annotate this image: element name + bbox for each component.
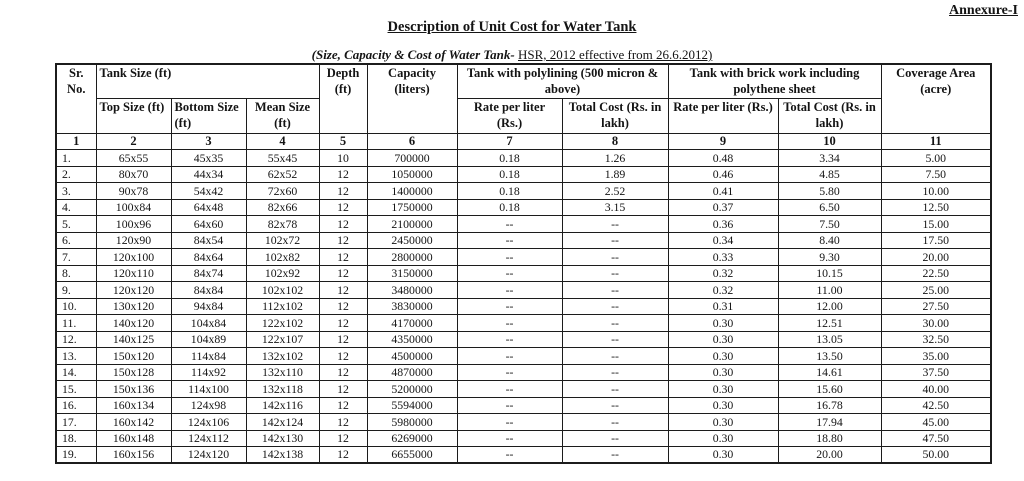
data-cell: 12 [319, 216, 367, 233]
data-cell: 140x120 [96, 315, 171, 332]
data-cell: 12 [319, 315, 367, 332]
data-cell: 0.18 [457, 199, 562, 216]
data-cell: 2800000 [367, 249, 457, 266]
data-cell: -- [562, 265, 668, 282]
data-cell: 4350000 [367, 331, 457, 348]
data-cell: 0.48 [668, 150, 778, 167]
data-cell: 142x116 [246, 397, 319, 414]
data-cell: -- [457, 414, 562, 431]
table-row [56, 199, 991, 216]
data-cell: 35.00 [881, 348, 991, 365]
data-cell: 12.50 [881, 199, 991, 216]
sr-no-cell: 16. [56, 397, 96, 414]
data-cell: 160x156 [96, 447, 171, 464]
data-cell: -- [457, 315, 562, 332]
data-cell: 0.32 [668, 282, 778, 299]
data-cell: 9.30 [778, 249, 881, 266]
header-bottom-size: Bottom Size (ft) [171, 99, 246, 133]
table-row [56, 381, 991, 398]
data-cell: 12 [319, 232, 367, 249]
data-cell: 3830000 [367, 298, 457, 315]
sr-no-cell: 15. [56, 381, 96, 398]
data-cell: 50.00 [881, 447, 991, 464]
data-cell: 12 [319, 166, 367, 183]
data-cell: 150x128 [96, 364, 171, 381]
data-cell: 12 [319, 249, 367, 266]
table-body [56, 133, 991, 463]
sr-no-cell: 12. [56, 331, 96, 348]
data-cell: 65x55 [96, 150, 171, 167]
table-row [56, 216, 991, 233]
data-cell: 160x142 [96, 414, 171, 431]
table-row [56, 430, 991, 447]
data-cell: 64x60 [171, 216, 246, 233]
column-number-cell: 4 [246, 133, 319, 150]
data-cell: 0.37 [668, 199, 778, 216]
column-number-cell: 11 [881, 133, 991, 150]
data-cell: 0.30 [668, 348, 778, 365]
column-number-cell: 2 [96, 133, 171, 150]
data-cell: 132x110 [246, 364, 319, 381]
data-cell: 142x130 [246, 430, 319, 447]
data-cell: 150x120 [96, 348, 171, 365]
data-cell: 124x120 [171, 447, 246, 464]
header-mean-size: Mean Size (ft) [246, 99, 319, 133]
data-cell: 84x64 [171, 249, 246, 266]
data-cell: 124x106 [171, 414, 246, 431]
sr-no-cell: 9. [56, 282, 96, 299]
data-cell: 120x100 [96, 249, 171, 266]
data-cell: 1050000 [367, 166, 457, 183]
data-cell: 4870000 [367, 364, 457, 381]
data-cell: 160x134 [96, 397, 171, 414]
data-cell: 72x60 [246, 183, 319, 200]
data-cell: 13.50 [778, 348, 881, 365]
column-number-cell: 10 [778, 133, 881, 150]
column-number-cell: 3 [171, 133, 246, 150]
data-cell: 12.51 [778, 315, 881, 332]
data-cell: 42.50 [881, 397, 991, 414]
data-cell: 32.50 [881, 331, 991, 348]
table-row [56, 249, 991, 266]
data-cell: -- [562, 216, 668, 233]
sr-no-cell: 8. [56, 265, 96, 282]
data-cell: 55x45 [246, 150, 319, 167]
data-cell: 62x52 [246, 166, 319, 183]
data-cell: 142x124 [246, 414, 319, 431]
data-cell: 45x35 [171, 150, 246, 167]
data-cell: 40.00 [881, 381, 991, 398]
data-cell: -- [457, 397, 562, 414]
data-cell: 102x72 [246, 232, 319, 249]
sr-no-cell: 7. [56, 249, 96, 266]
data-cell: 0.30 [668, 364, 778, 381]
data-cell: 5200000 [367, 381, 457, 398]
data-cell: -- [457, 348, 562, 365]
data-cell: -- [562, 331, 668, 348]
sr-no-cell: 19. [56, 447, 96, 464]
data-cell: 15.60 [778, 381, 881, 398]
data-cell: 3.34 [778, 150, 881, 167]
data-cell: -- [457, 265, 562, 282]
data-cell: 0.30 [668, 430, 778, 447]
data-cell: -- [457, 298, 562, 315]
data-cell: -- [562, 414, 668, 431]
column-number-cell: 8 [562, 133, 668, 150]
data-cell: 20.00 [881, 249, 991, 266]
table-row [56, 414, 991, 431]
data-cell: 12.00 [778, 298, 881, 315]
data-cell: 12 [319, 397, 367, 414]
header-tank-size: Tank Size (ft) [96, 64, 319, 99]
data-cell: 100x84 [96, 199, 171, 216]
column-number-cell: 1 [56, 133, 96, 150]
data-cell: 114x100 [171, 381, 246, 398]
data-cell: 102x102 [246, 282, 319, 299]
data-cell: 45.00 [881, 414, 991, 431]
table-row [56, 447, 991, 464]
header-polylining-group: Tank with polylining (500 micron & above) [457, 64, 668, 99]
data-cell: 4170000 [367, 315, 457, 332]
data-cell: 3.15 [562, 199, 668, 216]
data-cell: 22.50 [881, 265, 991, 282]
data-cell: 4.85 [778, 166, 881, 183]
data-cell: 114x92 [171, 364, 246, 381]
data-cell: -- [457, 249, 562, 266]
data-cell: 12 [319, 364, 367, 381]
data-cell: 132x102 [246, 348, 319, 365]
data-cell: 12 [319, 348, 367, 365]
data-cell: 6269000 [367, 430, 457, 447]
header-total-cost-brickwork: Total Cost (Rs. in lakh) [778, 99, 881, 133]
data-cell: 12 [319, 183, 367, 200]
data-cell: -- [562, 348, 668, 365]
sr-no-cell: 18. [56, 430, 96, 447]
data-cell: 84x74 [171, 265, 246, 282]
data-cell: 5.00 [881, 150, 991, 167]
table-row [56, 364, 991, 381]
data-cell: 11.00 [778, 282, 881, 299]
data-cell: 0.41 [668, 183, 778, 200]
data-cell: -- [562, 364, 668, 381]
data-cell: 100x96 [96, 216, 171, 233]
data-cell: 12 [319, 298, 367, 315]
data-cell: 10 [319, 150, 367, 167]
data-cell: 124x98 [171, 397, 246, 414]
data-cell: -- [562, 315, 668, 332]
data-cell: 5.80 [778, 183, 881, 200]
header-total-cost-polylining: Total Cost (Rs. in lakh) [562, 99, 668, 133]
data-cell: 1.26 [562, 150, 668, 167]
data-cell: 0.34 [668, 232, 778, 249]
data-cell: 0.30 [668, 397, 778, 414]
data-cell: 13.05 [778, 331, 881, 348]
data-cell: 12 [319, 331, 367, 348]
data-cell: 1750000 [367, 199, 457, 216]
data-cell: 82x78 [246, 216, 319, 233]
data-cell: 124x112 [171, 430, 246, 447]
data-cell: 102x82 [246, 249, 319, 266]
header-row-2 [56, 99, 991, 133]
data-cell: 84x54 [171, 232, 246, 249]
data-cell: 5980000 [367, 414, 457, 431]
data-cell: 37.50 [881, 364, 991, 381]
data-cell: 18.80 [778, 430, 881, 447]
column-number-cell: 7 [457, 133, 562, 150]
data-cell: -- [457, 430, 562, 447]
data-cell: -- [457, 232, 562, 249]
table-row [56, 265, 991, 282]
header-coverage-area: Coverage Area (acre) [881, 64, 991, 133]
data-cell: 120x90 [96, 232, 171, 249]
data-cell: 64x48 [171, 199, 246, 216]
header-row-1 [56, 64, 991, 99]
data-cell: 160x148 [96, 430, 171, 447]
data-cell: -- [457, 331, 562, 348]
data-cell: 82x66 [246, 199, 319, 216]
data-cell: 12 [319, 430, 367, 447]
data-cell: 114x84 [171, 348, 246, 365]
data-cell: 0.30 [668, 315, 778, 332]
data-cell: 5594000 [367, 397, 457, 414]
data-cell: -- [562, 397, 668, 414]
page-title: Description of Unit Cost for Water Tank [387, 19, 637, 35]
data-cell: 17.50 [881, 232, 991, 249]
data-cell: 2450000 [367, 232, 457, 249]
table-row [56, 397, 991, 414]
unit-cost-table [55, 63, 992, 464]
data-cell: -- [457, 282, 562, 299]
sr-no-cell: 1. [56, 150, 96, 167]
table-row [56, 282, 991, 299]
data-cell: 6.50 [778, 199, 881, 216]
header-brickwork-group: Tank with brick work including polythene sheet [668, 64, 881, 99]
data-cell: 10.00 [881, 183, 991, 200]
sr-no-cell: 6. [56, 232, 96, 249]
table-row [56, 166, 991, 183]
data-cell: 700000 [367, 150, 457, 167]
data-cell: 54x42 [171, 183, 246, 200]
data-cell: 15.00 [881, 216, 991, 233]
table-row [56, 232, 991, 249]
data-cell: 14.61 [778, 364, 881, 381]
data-cell: 94x84 [171, 298, 246, 315]
data-cell: 120x120 [96, 282, 171, 299]
table-header [56, 64, 991, 133]
data-cell: 12 [319, 199, 367, 216]
data-cell: 17.94 [778, 414, 881, 431]
data-cell: -- [562, 298, 668, 315]
data-cell: 104x84 [171, 315, 246, 332]
data-cell: 12 [319, 414, 367, 431]
data-cell: 2.52 [562, 183, 668, 200]
sr-no-cell: 3. [56, 183, 96, 200]
data-cell: 0.18 [457, 150, 562, 167]
data-cell: 0.30 [668, 414, 778, 431]
data-cell: 20.00 [778, 447, 881, 464]
data-cell: -- [562, 249, 668, 266]
table-row [56, 150, 991, 167]
data-cell: 112x102 [246, 298, 319, 315]
data-cell: 47.50 [881, 430, 991, 447]
sr-no-cell: 13. [56, 348, 96, 365]
data-cell: 0.18 [457, 166, 562, 183]
data-cell: 16.78 [778, 397, 881, 414]
sr-no-cell: 10. [56, 298, 96, 315]
data-cell: 122x107 [246, 331, 319, 348]
data-cell: -- [457, 364, 562, 381]
data-cell: 2100000 [367, 216, 457, 233]
data-cell: -- [562, 447, 668, 464]
data-cell: 12 [319, 381, 367, 398]
data-cell: 0.32 [668, 265, 778, 282]
column-number-row [56, 133, 991, 150]
data-cell: 10.15 [778, 265, 881, 282]
table-row [56, 331, 991, 348]
data-cell: 3150000 [367, 265, 457, 282]
header-capacity: Capacity (liters) [367, 64, 457, 133]
data-cell: -- [562, 381, 668, 398]
table-row [56, 183, 991, 200]
data-cell: 27.50 [881, 298, 991, 315]
data-cell: 7.50 [881, 166, 991, 183]
data-cell: 4500000 [367, 348, 457, 365]
table-row [56, 315, 991, 332]
data-cell: -- [562, 430, 668, 447]
sr-no-cell: 5. [56, 216, 96, 233]
data-cell: 122x102 [246, 315, 319, 332]
table-row [56, 348, 991, 365]
data-cell: 30.00 [881, 315, 991, 332]
data-cell: 1400000 [367, 183, 457, 200]
data-cell: 120x110 [96, 265, 171, 282]
table-row [56, 298, 991, 315]
column-number-cell: 5 [319, 133, 367, 150]
data-cell: 80x70 [96, 166, 171, 183]
data-cell: 132x118 [246, 381, 319, 398]
data-cell: 0.30 [668, 331, 778, 348]
subtitle-italic-text: (Size, Capacity & Cost of Water Tank- [311, 47, 515, 62]
data-cell: 0.30 [668, 381, 778, 398]
header-rate-per-liter-polylining: Rate per liter (Rs.) [457, 99, 562, 133]
data-cell: -- [562, 232, 668, 249]
data-cell: 8.40 [778, 232, 881, 249]
data-cell: -- [457, 216, 562, 233]
data-cell: 104x89 [171, 331, 246, 348]
subtitle-underlined-text: HSR, 2012 effective from 26.6.2012) [517, 47, 713, 62]
header-top-size: Top Size (ft) [96, 99, 171, 133]
sr-no-cell: 2. [56, 166, 96, 183]
data-cell: -- [457, 381, 562, 398]
data-cell: 102x92 [246, 265, 319, 282]
data-cell: 0.31 [668, 298, 778, 315]
data-cell: 0.46 [668, 166, 778, 183]
header-depth: Depth (ft) [319, 64, 367, 133]
sr-no-cell: 4. [56, 199, 96, 216]
data-cell: 1.89 [562, 166, 668, 183]
data-cell: 150x136 [96, 381, 171, 398]
data-cell: 142x138 [246, 447, 319, 464]
sr-no-cell: 11. [56, 315, 96, 332]
data-cell: 0.33 [668, 249, 778, 266]
page-subtitle [0, 47, 1024, 63]
data-cell: 130x120 [96, 298, 171, 315]
data-cell: 6655000 [367, 447, 457, 464]
header-rate-per-liter-brickwork: Rate per liter (Rs.) [668, 99, 778, 133]
data-cell: 0.36 [668, 216, 778, 233]
data-cell: 7.50 [778, 216, 881, 233]
column-number-cell: 9 [668, 133, 778, 150]
data-cell: -- [562, 282, 668, 299]
column-number-cell: 6 [367, 133, 457, 150]
sr-no-cell: 14. [56, 364, 96, 381]
data-cell: 90x78 [96, 183, 171, 200]
header-sr-no: Sr. No. [56, 64, 96, 133]
data-cell: 12 [319, 447, 367, 464]
data-cell: 12 [319, 282, 367, 299]
data-cell: 25.00 [881, 282, 991, 299]
data-cell: 0.30 [668, 447, 778, 464]
data-cell: 140x125 [96, 331, 171, 348]
annexure-label: Annexure-I [949, 3, 1018, 18]
data-cell: -- [457, 447, 562, 464]
data-cell: 12 [319, 265, 367, 282]
data-cell: 0.18 [457, 183, 562, 200]
data-cell: 84x84 [171, 282, 246, 299]
data-cell: 44x34 [171, 166, 246, 183]
data-cell: 3480000 [367, 282, 457, 299]
sr-no-cell: 17. [56, 414, 96, 431]
